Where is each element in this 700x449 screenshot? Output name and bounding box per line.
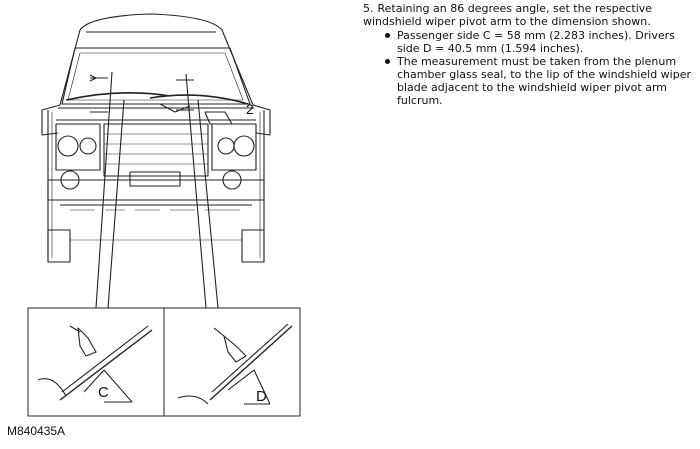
wiper-adjustment-illustration [0,0,352,445]
step-number: 5. [363,2,374,15]
callout-arm-number: 2 [246,101,254,117]
vehicle-front-drawing [0,0,352,445]
figure-label: M840435A [7,424,66,438]
bullet-item-dimensions: Passenger side C = 58 mm (2.283 inches). Drivers side D = 40.5 mm (1.594 inches). [385,29,693,55]
bullet-list [363,29,693,107]
callout-c: C [98,384,109,401]
step-5 [363,2,693,28]
bullet-item-measurement-note: The measurement must be taken from the plenum chamber glass seal, to the lip of the windshield wiper blade adjacent to the windshield wiper pivot arm fulcrum. [385,55,693,107]
callout-d: D [256,388,267,405]
step-text: Retaining an 86 degrees angle, set the respective windshield wiper pivot arm to the dimension shown. [363,2,653,28]
instruction-panel [363,2,693,107]
